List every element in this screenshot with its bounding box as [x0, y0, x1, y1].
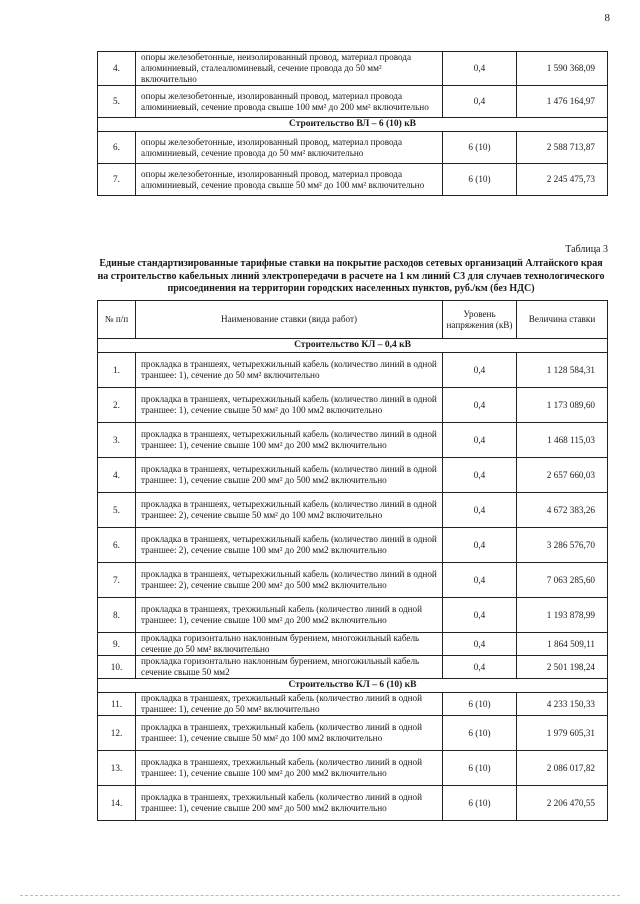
row-description: прокладка в траншеях, четырехжильный кабель (количество линий в одной траншее: 1), сечение свыше 100 мм² до 200 мм2 включительно: [136, 423, 443, 458]
row-voltage: 0,4: [443, 493, 517, 528]
section-row: [98, 679, 608, 693]
row-description: прокладка в траншеях, трехжильный кабель (количество линий в одной траншее: 1), сечение свыше 200 мм² до 500 мм2 включительно: [136, 786, 443, 821]
table-row: [98, 656, 608, 679]
row-value: 1 193 878,99: [517, 598, 608, 633]
table-row: [98, 388, 608, 423]
header-num: № п/п: [98, 301, 136, 339]
row-description: прокладка в траншеях, трехжильный кабель (количество линий в одной траншее: 1), сечение свыше 100 мм² до 200 мм2 включительно: [136, 751, 443, 786]
main-table: [97, 300, 608, 821]
table-row: [98, 493, 608, 528]
row-number: 4.: [98, 52, 136, 86]
table-row: [98, 164, 608, 196]
row-voltage: 0,4: [443, 423, 517, 458]
table-header-row: [98, 301, 608, 339]
row-voltage: 0,4: [443, 563, 517, 598]
row-value: 7 063 285,60: [517, 563, 608, 598]
row-description: опоры железобетонные, неизолированный провод, материал провода алюминиевый, сталеалюминевый, сечение провода до 50 мм² включительно: [136, 52, 443, 86]
table-row: [98, 786, 608, 821]
row-voltage: 0,4: [443, 458, 517, 493]
row-value: 1 468 115,03: [517, 423, 608, 458]
row-value: 1 476 164,97: [517, 86, 608, 118]
row-voltage: 0,4: [443, 52, 517, 86]
row-number: 11.: [98, 693, 136, 716]
page-number: 8: [604, 12, 610, 24]
row-voltage: 0,4: [443, 353, 517, 388]
table-caption: Таблица 3: [565, 244, 608, 255]
row-voltage: 6 (10): [443, 751, 517, 786]
table-row: [98, 132, 608, 164]
row-description: прокладка в траншеях, четырехжильный кабель (количество линий в одной траншее: 1), сечение свыше 200 мм² до 500 мм2 включительно: [136, 458, 443, 493]
row-number: 10.: [98, 656, 136, 679]
table-heading: Единые стандартизированные тарифные ставки на покрытие расходов сетевых организаций Алтайского края на строительство кабельных линий электропередачи в расчете на 1 км линий С3 для случаев технологического присоединения на территории городских населенных пунктов, руб./км (без НДС): [97, 258, 605, 294]
row-description: прокладка в траншеях, четырехжильный кабель (количество линий в одной траншее: 2), сечение свыше 200 мм² до 500 мм2 включительно: [136, 563, 443, 598]
row-number: 6.: [98, 132, 136, 164]
row-value: 1 864 509,11: [517, 633, 608, 656]
row-value: 2 086 017,82: [517, 751, 608, 786]
table-row: [98, 86, 608, 118]
row-number: 9.: [98, 633, 136, 656]
row-description: прокладка в траншеях, четырехжильный кабель (количество линий в одной траншее: 2), сечение свыше 50 мм² до 100 мм2 включительно: [136, 493, 443, 528]
row-description: прокладка в траншеях, четырехжильный кабель (количество линий в одной траншее: 1), сечение свыше 50 мм² до 100 мм2 включительно: [136, 388, 443, 423]
table-row: [98, 751, 608, 786]
row-value: 4 233 150,33: [517, 693, 608, 716]
table-row: [98, 353, 608, 388]
row-number: 8.: [98, 598, 136, 633]
row-description: прокладка в траншеях, четырехжильный кабель (количество линий в одной траншее: 1), сечение до 50 мм² включительно: [136, 353, 443, 388]
row-number: 1.: [98, 353, 136, 388]
row-voltage: 6 (10): [443, 693, 517, 716]
row-description: прокладка горизонтально наклонным бурением, многожильный кабель сечение до 50 мм² включительно: [136, 633, 443, 656]
row-number: 5.: [98, 493, 136, 528]
section-row: [98, 339, 608, 353]
row-voltage: 6 (10): [443, 132, 517, 164]
table-row: [98, 598, 608, 633]
row-description: прокладка в траншеях, трехжильный кабель (количество линий в одной траншее: 1), сечение свыше 50 мм² до 100 мм2 включительно: [136, 716, 443, 751]
row-value: 4 672 383,26: [517, 493, 608, 528]
row-number: 7.: [98, 164, 136, 196]
row-value: 1 128 584,31: [517, 353, 608, 388]
table-row: [98, 423, 608, 458]
row-voltage: 6 (10): [443, 786, 517, 821]
table-row: [98, 716, 608, 751]
header-value: Величина ставки: [517, 301, 608, 339]
row-voltage: 6 (10): [443, 164, 517, 196]
row-number: 5.: [98, 86, 136, 118]
row-description: опоры железобетонные, изолированный провод, материал провода алюминиевый, сечение провода до 50 мм² включительно: [136, 132, 443, 164]
row-voltage: 0,4: [443, 656, 517, 679]
row-value: 1 173 089,60: [517, 388, 608, 423]
header-voltage: Уровень напряжения (кВ): [443, 301, 517, 339]
row-description: опоры железобетонные, изолированный провод, материал провода алюминиевый, сечение провода свыше 100 мм² до 200 мм² включительно: [136, 86, 443, 118]
row-voltage: 6 (10): [443, 716, 517, 751]
row-number: 6.: [98, 528, 136, 563]
row-value: 2 206 470,55: [517, 786, 608, 821]
row-value: 2 245 475,73: [517, 164, 608, 196]
row-voltage: 0,4: [443, 388, 517, 423]
row-value: 2 588 713,87: [517, 132, 608, 164]
row-voltage: 0,4: [443, 86, 517, 118]
row-number: 13.: [98, 751, 136, 786]
row-number: 14.: [98, 786, 136, 821]
header-name: Наименование ставки (вида работ): [136, 301, 443, 339]
row-value: 1 590 368,09: [517, 52, 608, 86]
section-title: Строительство ВЛ – 6 (10) кВ: [98, 118, 608, 132]
row-number: 4.: [98, 458, 136, 493]
row-number: 12.: [98, 716, 136, 751]
row-description: прокладка в траншеях, трехжильный кабель (количество линий в одной траншее: 1), сечение свыше 100 мм² до 200 мм2 включительно: [136, 598, 443, 633]
table-row: [98, 52, 608, 86]
row-value: 3 286 576,70: [517, 528, 608, 563]
row-description: опоры железобетонные, изолированный провод, материал провода алюминиевый, сечение провода свыше 50 мм² до 100 мм² включительно: [136, 164, 443, 196]
section-title: Строительство КЛ – 0,4 кВ: [98, 339, 608, 353]
table-row: [98, 458, 608, 493]
table-row: [98, 633, 608, 656]
row-description: прокладка в траншеях, четырехжильный кабель (количество линий в одной траншее: 2), сечение свыше 100 мм² до 200 мм2 включительно: [136, 528, 443, 563]
row-value: 1 979 605,31: [517, 716, 608, 751]
table-row: [98, 693, 608, 716]
table-row: [98, 528, 608, 563]
section-row: [98, 118, 608, 132]
row-voltage: 0,4: [443, 633, 517, 656]
row-description: прокладка в траншеях, трехжильный кабель (количество линий в одной траншее: 1), сечение до 50 мм² включительно: [136, 693, 443, 716]
row-value: 2 501 198,24: [517, 656, 608, 679]
row-value: 2 657 660,03: [517, 458, 608, 493]
page-bottom-edge: [20, 895, 620, 896]
row-description: прокладка горизонтально наклонным бурением, многожильный кабель сечение свыше 50 мм2: [136, 656, 443, 679]
row-number: 3.: [98, 423, 136, 458]
row-voltage: 0,4: [443, 598, 517, 633]
section-title: Строительство КЛ – 6 (10) кВ: [98, 679, 608, 693]
row-number: 2.: [98, 388, 136, 423]
row-voltage: 0,4: [443, 528, 517, 563]
top-table: [97, 51, 608, 196]
row-number: 7.: [98, 563, 136, 598]
table-row: [98, 563, 608, 598]
